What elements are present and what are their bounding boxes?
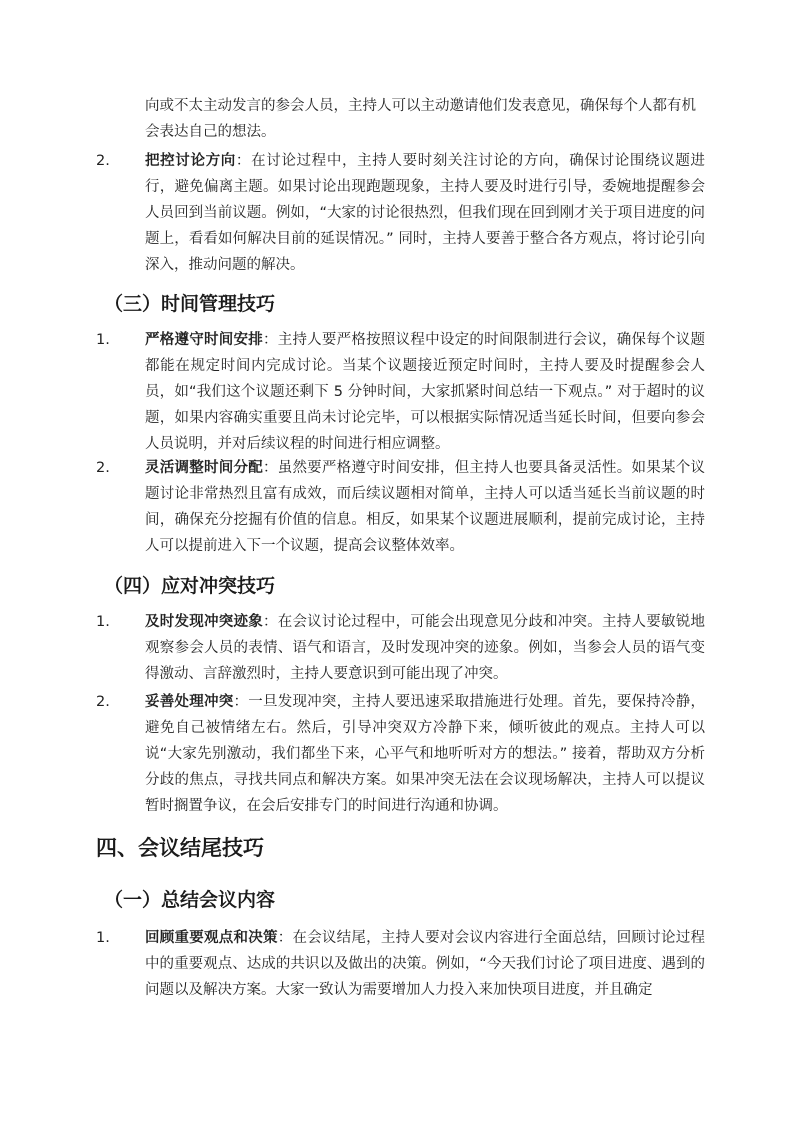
list-item-label: 把控讨论方向 xyxy=(145,153,236,169)
list-number: 1. xyxy=(96,614,110,630)
list-item-body: ：在会议讨论过程中，可能会出现意见分歧和冲突。主持人要敏锐地观察参会人员的表情、语气和语言，及时发现冲突的迹象。例如，当参会人员的语气变得激动、言辞激烈时，主持人要意识到可能出现了冲突。 xyxy=(145,614,706,682)
list-item-text xyxy=(145,327,705,457)
list-item-text xyxy=(145,148,705,278)
list-item-text xyxy=(145,609,705,687)
list-item-body: ：虽然要严格遵守时间安排，但主持人也要具备灵活性。如果某个议题讨论非常热烈且富有成效，而后续议题相对简单，主持人可以适当延长当前议题的时间，确保充分挖掘有价值的信息。相反，如果某个议题进展顺利，提前完成讨论，主持人可以提前进入下一个议题，提高会议整体效率。 xyxy=(145,460,706,554)
list-number: 2. xyxy=(96,153,110,169)
section-heading-conflict: （四）应对冲突技巧 xyxy=(104,575,276,597)
list-number: 2. xyxy=(96,460,110,476)
list-item-text xyxy=(145,689,705,819)
section-heading-summary: （一）总结会议内容 xyxy=(104,889,276,911)
list-item-label: 灵活调整时间分配 xyxy=(145,460,263,476)
list-item-body: ：在会议结尾，主持人要对会议内容进行全面总结，回顾讨论过程中的重要观点、达成的共识以及做出的决策。例如，“今天我们讨论了项目进度、遇到的问题以及解决方案。大家一致认为需要增加人力投入来加快项目进度，并且确定 xyxy=(145,930,706,998)
chapter-heading-meeting-closing: 四、会议结尾技巧 xyxy=(96,836,264,860)
list-number: 2. xyxy=(96,694,110,710)
list-number: 1. xyxy=(96,332,110,348)
list-item-label: 妥善处理冲突 xyxy=(145,694,234,710)
section-heading-time-management: （三）时间管理技巧 xyxy=(104,293,276,315)
list-item-label: 回顾重要观点和决策 xyxy=(145,930,278,946)
list-item-body: ：一旦发现冲突，主持人要迅速采取措施进行处理。首先，要保持冷静，避免自己被情绪左右。然后，引导冲突双方冷静下来，倾听彼此的观点。主持人可以说“大家先别激动，我们都坐下来，心平气和地听听对方的想法。” 接着，帮助双方分析分歧的焦点，寻找共同点和解决方案。如果冲突无法在会议现场解决，主持人可以提议暂时搁置争议，在会后安排专门的时间进行沟通和协调。 xyxy=(145,694,706,814)
list-item-body: ：主持人要严格按照议程中设定的时间限制进行会议，确保每个议题都能在规定时间内完成讨论。当某个议题接近预定时间时，主持人要及时提醒参会人员，如“我们这个议题还剩下 5 分钟时间，大家抓紧时间总结一下观点。” 对于超时的议题，如果内容确实重要且尚未讨论完毕，可以根据实际情况适当延长时间，但要向参会人员说明，并对后续议程的时间进行相应调整。 xyxy=(145,332,706,452)
list-item-text xyxy=(145,925,705,1003)
list-item-label: 及时发现冲突迹象 xyxy=(145,614,263,630)
list-item-label: 严格遵守时间安排 xyxy=(145,332,263,348)
continuation-paragraph: 向或不太主动发言的参会人员，主持人可以主动邀请他们发表意见，确保每个人都有机会表达自己的想法。 xyxy=(145,98,696,140)
list-item-text xyxy=(145,455,705,559)
list-item-body: ：在讨论过程中，主持人要时刻关注讨论的方向，确保讨论围绕议题进行，避免偏离主题。如果讨论出现跑题现象，主持人要及时进行引导，委婉地提醒参会人员回到当前议题。例如，“大家的讨论很热烈，但我们现在回到刚才关于项目进度的问题上，看看如何解决目前的延误情况。” 同时，主持人要善于整合各方观点，将讨论引向深入，推动问题的解决。 xyxy=(145,153,706,273)
list-number: 1. xyxy=(96,930,110,946)
